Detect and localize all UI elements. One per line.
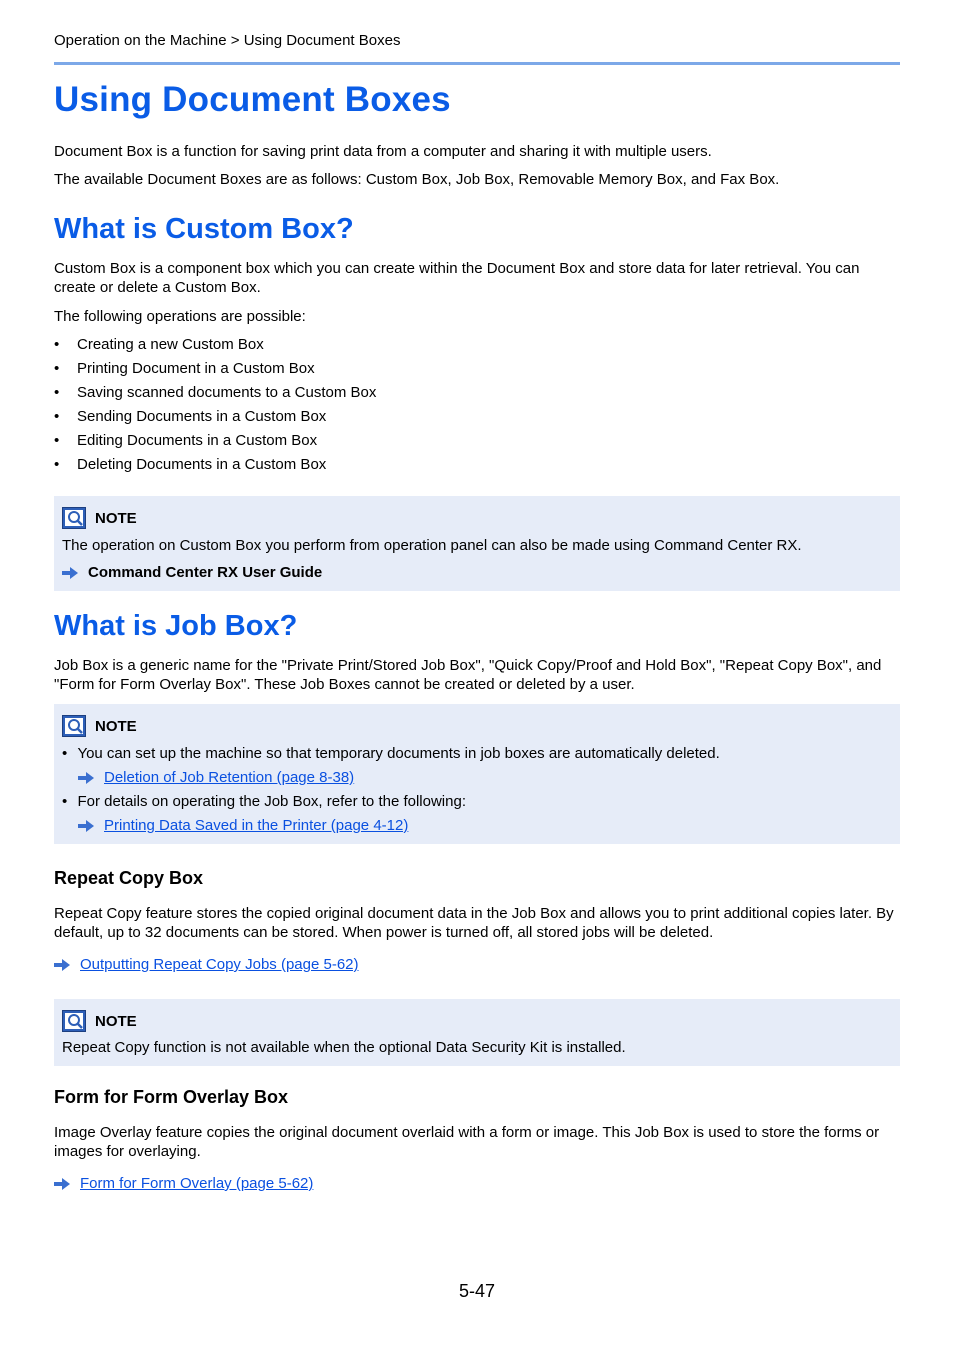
bullet: • (62, 793, 68, 810)
note-title: NOTE (95, 1012, 137, 1030)
bullet: • (54, 360, 60, 377)
note-title: NOTE (95, 717, 137, 735)
arrow-right-icon (54, 1178, 70, 1190)
job-box-note (54, 704, 900, 844)
page-number: 5-47 (459, 1281, 496, 1301)
job-box-heading: What is Job Box? (54, 610, 298, 642)
list-item (54, 431, 376, 455)
custom-box-description: Custom Box is a component box which you can create within the Document Box and store data for later retrieval. You can create or delete a Custom Box. (54, 260, 860, 296)
bullet: • (54, 336, 60, 353)
bullet: • (62, 745, 68, 762)
note-icon (62, 1010, 86, 1032)
header-divider (54, 62, 900, 65)
custom-box-heading: What is Custom Box? (54, 213, 354, 245)
note-header (62, 715, 137, 737)
breadcrumb: Operation on the Machine > Using Document Boxes (54, 32, 401, 49)
note-list-item (62, 792, 466, 811)
note-header (62, 507, 137, 529)
repeat-copy-heading: Repeat Copy Box (54, 868, 204, 888)
form-overlay-link-row (54, 1174, 900, 1193)
intro-paragraph-2: The available Document Boxes are as follows: Custom Box, Job Box, Removable Memory Box, and Fax Box. (54, 171, 780, 188)
repeat-copy-description: Repeat Copy feature stores the copied original document data in the Job Box and allows you to print additional copies later. By default, up to 32 documents can be stored. When power is turned off, all stored jobs will be deleted. (54, 905, 894, 941)
bullet: • (54, 408, 60, 425)
form-overlay-heading: Form for Form Overlay Box (54, 1087, 289, 1107)
arrow-right-icon (78, 820, 94, 832)
list-item (54, 335, 376, 359)
list-item-text: Deleting Documents in a Custom Box (77, 456, 327, 473)
repeat-copy-link-row (54, 955, 900, 974)
custom-box-note (54, 496, 900, 591)
note-icon (62, 715, 86, 737)
note-link-row (78, 768, 354, 787)
list-item (54, 455, 376, 479)
list-item (54, 383, 376, 407)
list-item-text: Creating a new Custom Box (77, 336, 264, 353)
link-outputting-repeat-copy-jobs[interactable]: Outputting Repeat Copy Jobs (page 5-62) (80, 956, 359, 973)
note-title: NOTE (95, 509, 137, 527)
link-printing-data-saved[interactable]: Printing Data Saved in the Printer (page 4-12) (104, 817, 409, 834)
list-item-text: Printing Document in a Custom Box (77, 360, 315, 377)
bullet: • (54, 384, 60, 401)
reference-title: Command Center RX User Guide (88, 564, 323, 581)
form-overlay-description: Image Overlay feature copies the original document overlaid with a form or image. This Job Box is used to store the forms or images for overlaying. (54, 1124, 880, 1160)
list-item-text: Sending Documents in a Custom Box (77, 408, 327, 425)
note-link-row (78, 816, 408, 835)
intro-paragraph-1: Document Box is a function for saving print data from a computer and sharing it with multiple users. (54, 143, 712, 160)
note-list-item-text: You can set up the machine so that temporary documents in job boxes are automatically deleted. (77, 745, 720, 762)
link-deletion-of-job-retention[interactable]: Deletion of Job Retention (page 8-38) (104, 769, 355, 786)
note-text: The operation on Custom Box you perform from operation panel can also be made using Command Center RX. (62, 537, 802, 554)
bullet: • (54, 432, 60, 449)
note-reference (62, 563, 322, 582)
list-item (54, 407, 376, 431)
note-text: Repeat Copy function is not available when the optional Data Security Kit is installed. (62, 1039, 626, 1056)
page-title: Using Document Boxes (54, 80, 451, 119)
list-item (54, 359, 376, 383)
list-item-text: Editing Documents in a Custom Box (77, 432, 318, 449)
list-item-text: Saving scanned documents to a Custom Box (77, 384, 377, 401)
repeat-copy-note (54, 999, 900, 1066)
note-icon (62, 507, 86, 529)
note-header (62, 1010, 137, 1032)
arrow-right-icon (62, 567, 78, 579)
job-box-description: Job Box is a generic name for the "Private Print/Stored Job Box", "Quick Copy/Proof and Hold Box", "Repeat Copy Box", and "Form for Form Overlay Box". These Job Boxes cannot be created or deleted by a user. (54, 657, 882, 693)
arrow-right-icon (54, 959, 70, 971)
bullet: • (54, 456, 60, 473)
note-list-item (62, 744, 720, 763)
link-form-for-form-overlay[interactable]: Form for Form Overlay (page 5-62) (80, 1175, 314, 1192)
note-list-item-text: For details on operating the Job Box, refer to the following: (77, 793, 466, 810)
arrow-right-icon (78, 772, 94, 784)
custom-box-operations-intro: The following operations are possible: (54, 308, 306, 325)
custom-box-operations-list (54, 335, 376, 479)
